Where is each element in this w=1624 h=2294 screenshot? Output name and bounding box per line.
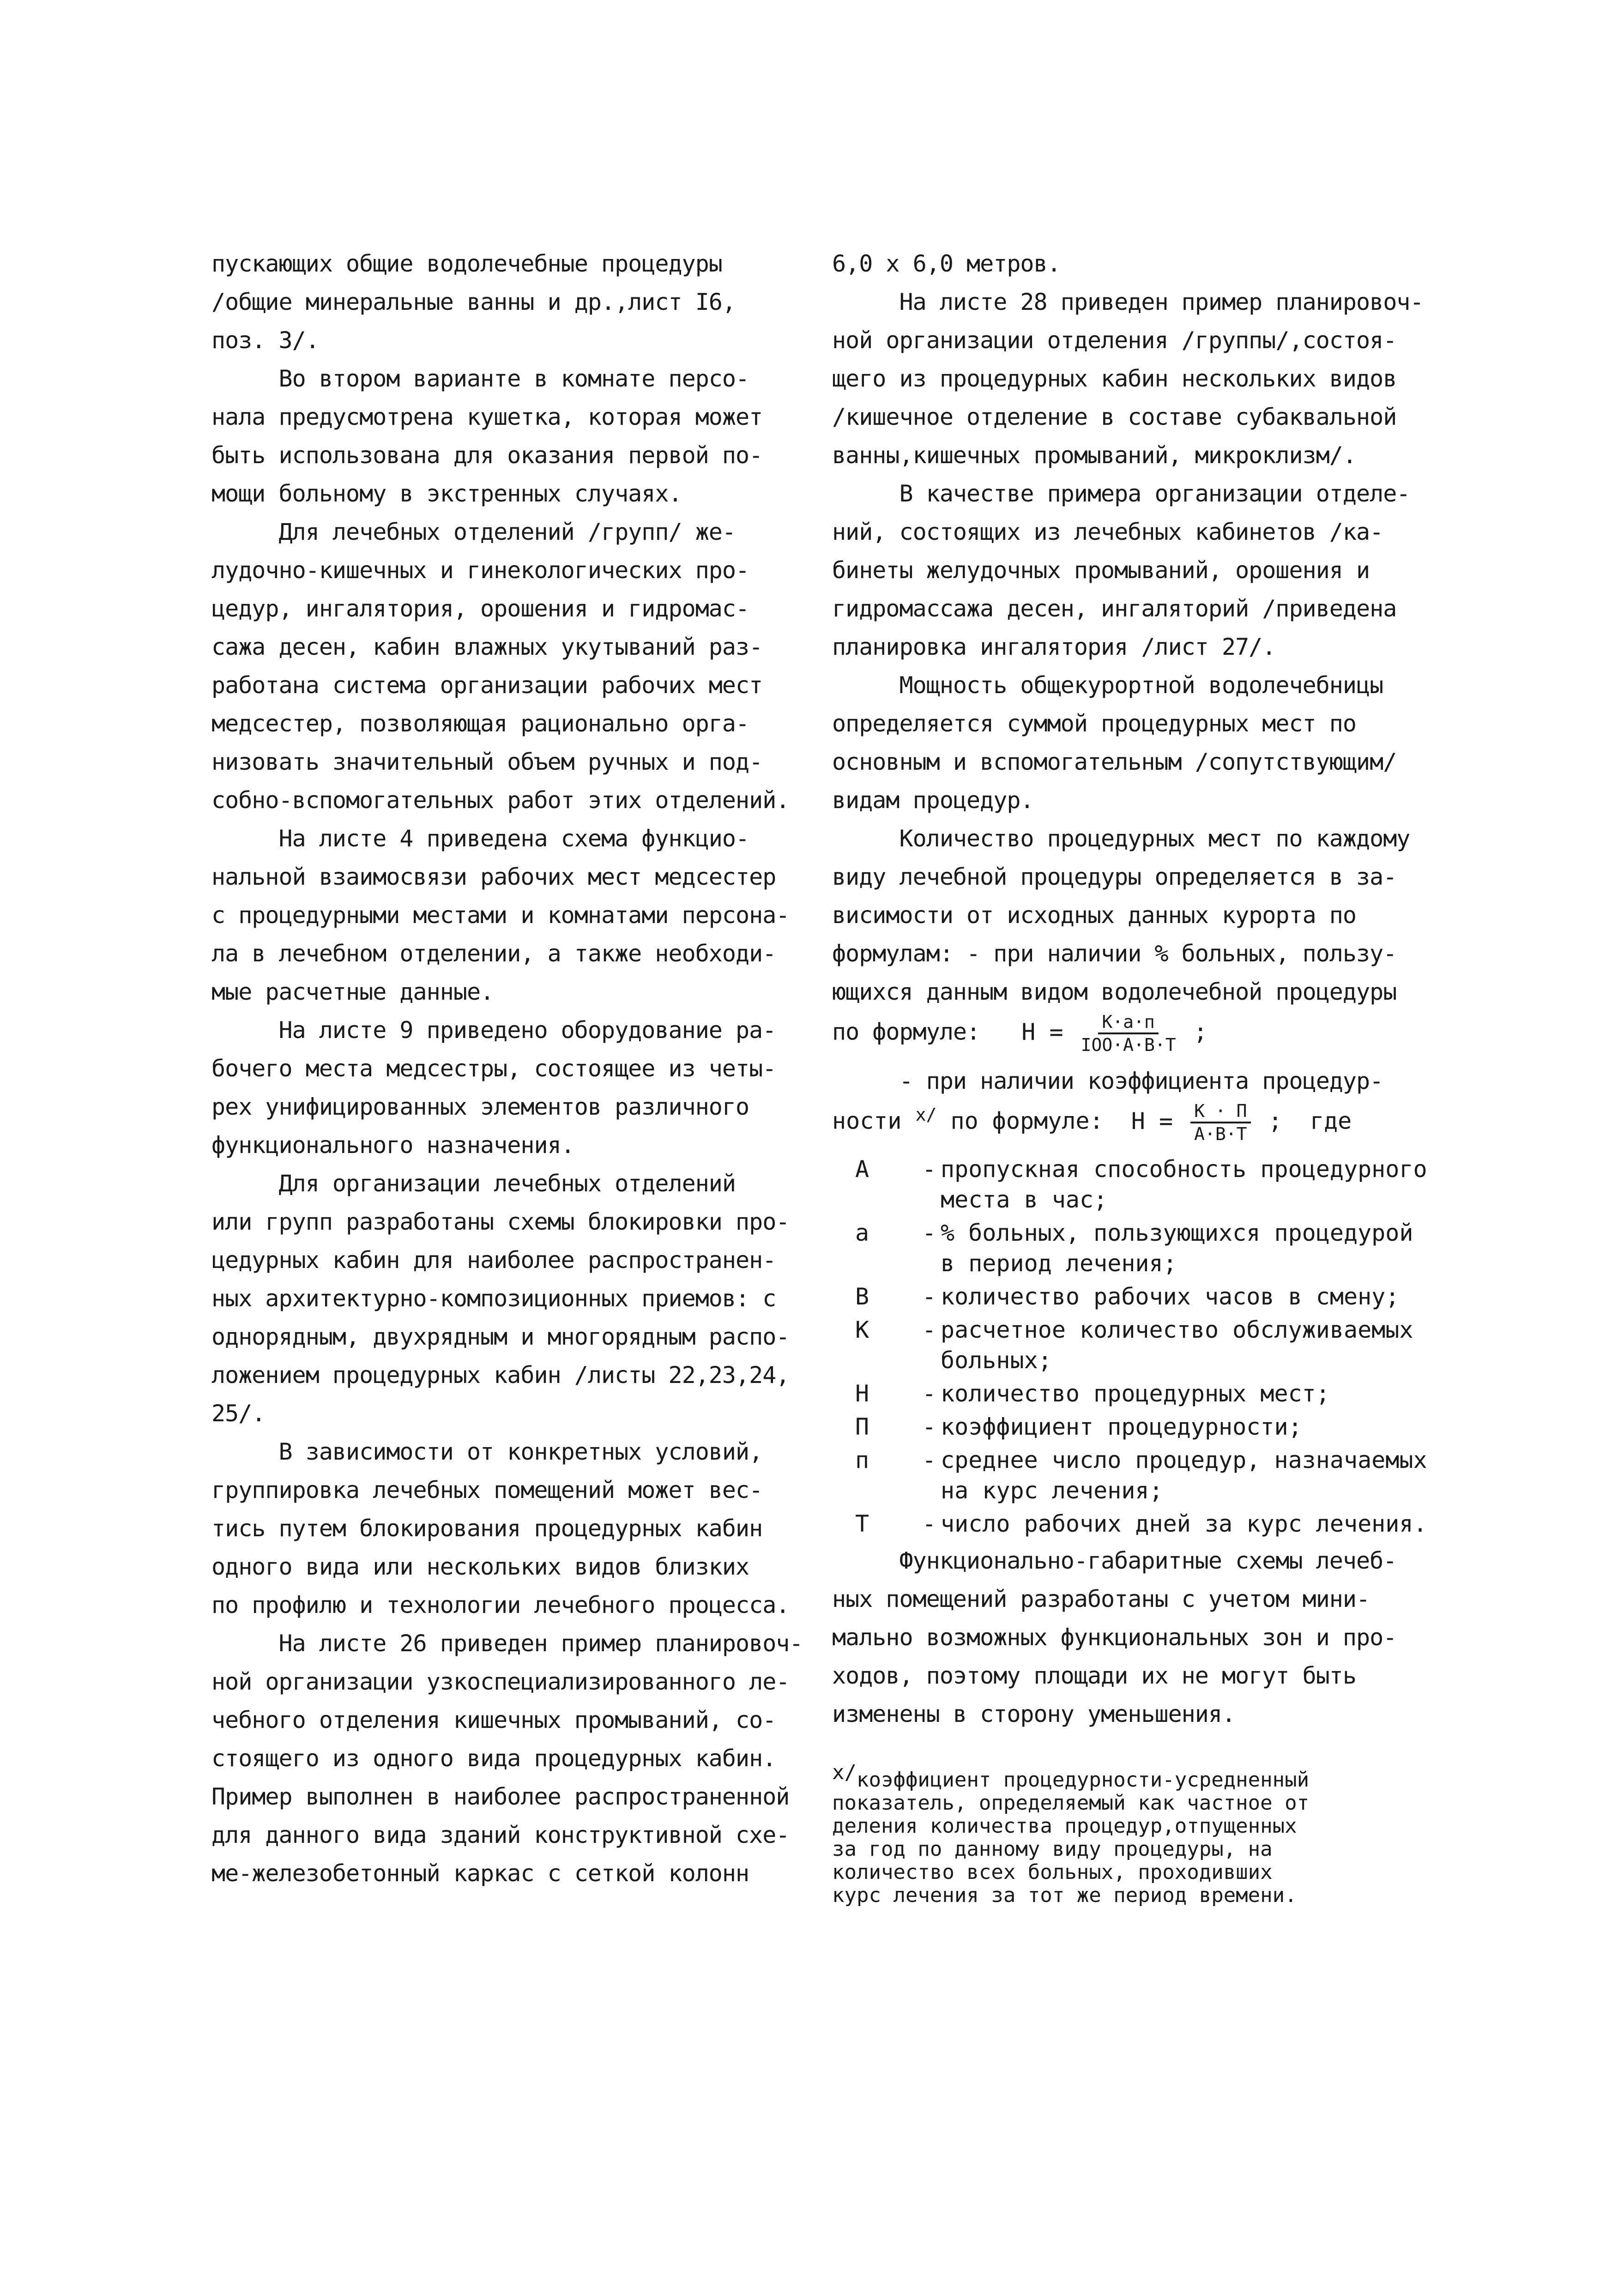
text-line: ме-железобетонный каркас с сеткой колонн <box>211 1860 749 1887</box>
formula2-prefix: ности <box>832 1107 902 1135</box>
text-line: собно-вспомогательных работ этих отделений. <box>211 787 790 814</box>
text-line: Во втором варианте в комнате персо- <box>211 365 749 392</box>
text-line: мые расчетные данные. <box>211 978 494 1005</box>
definition-text: расчетное количество обслуживаемых больных; <box>941 1316 1413 1374</box>
text-line: мально возможных функциональных зон и про- <box>832 1624 1397 1651</box>
formula2-lhs: Н = <box>1131 1107 1173 1135</box>
text-line: группировка лечебных помещений может вес- <box>211 1477 763 1503</box>
text-line: мощи больному в экстренных случаях. <box>211 480 682 507</box>
definition-dash: - <box>908 1283 950 1310</box>
text-line: висимости от исходных данных курорта по <box>832 902 1356 929</box>
text-line: ходов, поэтому площади их не могут быть <box>832 1662 1356 1689</box>
formula-coefficient <box>832 1100 1428 1151</box>
definition-symbol: а <box>855 1219 869 1246</box>
text-line: с процедурными местами и комнатами персона- <box>211 902 790 929</box>
text-line: по профилю и технологии лечебного процесса. <box>211 1592 790 1618</box>
text-line: нальной взаимосвязи рабочих мест медсестер <box>211 863 776 890</box>
formula1-lhs: Н = <box>1021 1018 1063 1045</box>
formula1-prefix: по формуле: <box>832 1018 980 1045</box>
text-line: тись путем блокирования процедурных кабин <box>211 1515 763 1542</box>
footnote-text <box>832 1768 1428 1907</box>
definition-item <box>832 1445 1428 1506</box>
definition-dash: - <box>908 1413 950 1440</box>
text-line: бинеты желудочных промываний, орошения и <box>832 557 1370 584</box>
right-column <box>832 245 1428 1907</box>
text-line: виду лечебной процедуры определяется в за- <box>832 863 1397 890</box>
definition-text: число рабочих дней за курс лечения. <box>941 1510 1427 1537</box>
text-line: изменены в сторону уменьшения. <box>832 1701 1236 1727</box>
text-line: щего из процедурных кабин нескольких видов <box>832 365 1397 392</box>
text-line: или групп разработаны схемы блокировки про- <box>211 1208 790 1235</box>
text-line: 6,0 х 6,0 метров. <box>832 250 1061 277</box>
text-line: низовать значительный объем ручных и под- <box>211 749 763 775</box>
right-column-bottom-text <box>832 1542 1428 1733</box>
text-line: однорядным, двухрядным и многорядным распо- <box>211 1323 790 1350</box>
definition-text: количество процедурных мест; <box>941 1380 1330 1407</box>
text-line: В зависимости от конкретных условий, <box>211 1438 763 1465</box>
text-line: работана система организации рабочих мест <box>211 672 763 699</box>
formula2-denominator: А·В·Т <box>1194 1124 1247 1144</box>
text-line: чебного отделения кишечных промываний, со- <box>211 1707 776 1733</box>
text-line: видам процедур. <box>832 787 1034 814</box>
definition-item <box>832 1154 1428 1215</box>
definition-symbol: п <box>855 1447 869 1473</box>
text-line: рех унифицированных элементов различного <box>211 1093 749 1120</box>
definition-item <box>832 1315 1428 1376</box>
text-line: стоящего из одного вида процедурных кабин. <box>211 1745 776 1772</box>
definition-item <box>832 1378 1428 1409</box>
text-line: Пример выполнен в наиболее распространенной <box>211 1783 790 1810</box>
text-line: определяется суммой процедурных мест по <box>832 710 1356 737</box>
text-line: Для организации лечебных отделений <box>211 1170 736 1197</box>
text-line: функционального назначения. <box>211 1132 574 1159</box>
text-line: На листе 4 приведена схема функцио- <box>211 825 749 852</box>
definition-text: количество рабочих часов в смену; <box>941 1283 1400 1310</box>
text-line: ных архитектурно-композиционных приемов: с <box>211 1285 776 1312</box>
formula1-denominator: IOO·А·В·Т <box>1081 1035 1176 1055</box>
footnote-line: количество всех больных, проходивших <box>832 1860 1273 1884</box>
text-line: лудочно-кишечных и гинекологических про- <box>211 557 749 584</box>
definition-text: пропускная способность процедурного места в час; <box>941 1156 1427 1213</box>
footnote-line: коэффициент процедурности-усредненный <box>856 1768 1310 1792</box>
right-column-top-text <box>832 245 1428 1011</box>
text-line: для данного вида зданий конструктивной схе- <box>211 1822 790 1848</box>
formula-percent <box>832 1011 1428 1062</box>
formula2-fraction <box>1190 1100 1250 1145</box>
footnote-line: показатель, определяемый как частное от <box>832 1791 1310 1815</box>
definition-dash: - <box>908 1316 950 1343</box>
text-line: ных помещений разработаны с учетом мини- <box>832 1586 1370 1612</box>
text-line: основным и вспомогательным /сопутствующим/ <box>832 749 1397 775</box>
formula1-numerator: К·а·п <box>1098 1011 1158 1034</box>
text-line: поз. 3/. <box>211 327 319 354</box>
text-line: Функционально-габаритные схемы лечеб- <box>832 1547 1397 1574</box>
text-line: /общие минеральные ванны и др.,лист I6, <box>211 289 736 315</box>
definition-text: среднее число процедур, назначаемых на курс лечения; <box>941 1447 1427 1504</box>
definition-symbol: А <box>855 1156 869 1183</box>
text-line: ющихся данным видом водолечебной процедуры <box>832 978 1397 1005</box>
text-line: пускающих общие водолечебные процедуры <box>211 250 722 277</box>
formula2-intro: - при наличии коэффициента процедур- <box>832 1068 1383 1094</box>
variable-definitions <box>832 1154 1428 1539</box>
definition-symbol: В <box>855 1283 869 1310</box>
formula2-footnote-mark: х/ <box>915 1104 937 1125</box>
text-line: ванны,кишечных промываний, микроклизм/. <box>832 442 1356 469</box>
text-line: На листе 28 приведен пример планировоч- <box>832 289 1424 315</box>
text-line: планировка ингалятория /лист 27/. <box>832 634 1276 660</box>
definition-dash: - <box>908 1156 950 1183</box>
formula1-fraction <box>1081 1011 1176 1056</box>
text-line: цедурных кабин для наиболее распространен- <box>211 1247 776 1274</box>
text-line: ной организации узкоспециализированного ле- <box>211 1668 790 1695</box>
text-line: сажа десен, кабин влажных укутываний раз- <box>211 634 763 660</box>
definition-dash: - <box>908 1510 950 1537</box>
text-line: одного вида или нескольких видов близких <box>211 1553 749 1580</box>
text-line: бочего места медсестры, состоящее из четы- <box>211 1055 776 1082</box>
text-line: ложением процедурных кабин /листы 22,23,24, <box>211 1362 790 1388</box>
formula2-numerator: К · П <box>1190 1100 1250 1123</box>
definition-dash: - <box>908 1447 950 1473</box>
text-line: В качестве примера организации отделе- <box>832 480 1410 507</box>
definition-symbol: Т <box>855 1510 869 1537</box>
definition-item <box>832 1281 1428 1312</box>
definition-item <box>832 1218 1428 1279</box>
definition-symbol: К <box>855 1316 869 1343</box>
definition-dash: - <box>908 1219 950 1246</box>
text-line: цедур, ингалятория, орошения и гидромас- <box>211 595 749 622</box>
definition-dash: - <box>908 1380 950 1407</box>
formula2-suffix: ; где <box>1268 1107 1352 1135</box>
text-line: Количество процедурных мест по каждому <box>832 825 1410 852</box>
definition-symbol: Н <box>855 1380 869 1407</box>
text-line: Для лечебных отделений /групп/ же- <box>211 519 736 545</box>
definition-text: % больных, пользующихся процедурой в период лечения; <box>941 1219 1413 1277</box>
left-column <box>211 245 807 1893</box>
text-line: нала предусмотрена кушетка, которая может <box>211 404 763 430</box>
text-line: /кишечное отделение в составе субаквальной <box>832 404 1397 430</box>
text-line: На листе 9 приведено оборудование ра- <box>211 1017 776 1044</box>
footnote-line: деления количества процедур,отпущенных <box>832 1814 1297 1838</box>
text-line: формулам: - при наличии % больных, пользу- <box>832 940 1397 967</box>
formula2-middle: по формуле: <box>950 1107 1104 1135</box>
text-line: медсестер, позволяющая рационально орга- <box>211 710 749 737</box>
text-line: быть использована для оказания первой по- <box>211 442 763 469</box>
definition-text: коэффициент процедурности; <box>941 1413 1302 1440</box>
footnote-line: курс лечения за тот же период времени. <box>832 1883 1297 1907</box>
text-line: гидромассажа десен, ингаляторий /приведена <box>832 595 1397 622</box>
text-line: ла в лечебном отделении, а также необходи- <box>211 940 776 967</box>
text-line: Мощность общекурортной водолечебницы <box>832 672 1383 699</box>
formula1-suffix: ; <box>1193 1018 1207 1045</box>
footnote-mark: х/ <box>832 1761 857 1784</box>
footnote-line: за год по данному виду процедуры, на <box>832 1837 1273 1861</box>
footnote <box>832 1761 1428 1907</box>
definition-item <box>832 1509 1428 1539</box>
text-line: На листе 26 приведен пример планировоч- <box>211 1630 803 1657</box>
text-line: 25/. <box>211 1400 266 1427</box>
text-line: ной организации отделения /группы/,состоя- <box>832 327 1397 354</box>
text-line: ний, состоящих из лечебных кабинетов /ка- <box>832 519 1383 545</box>
definition-item <box>832 1412 1428 1442</box>
definition-symbol: П <box>855 1413 869 1440</box>
